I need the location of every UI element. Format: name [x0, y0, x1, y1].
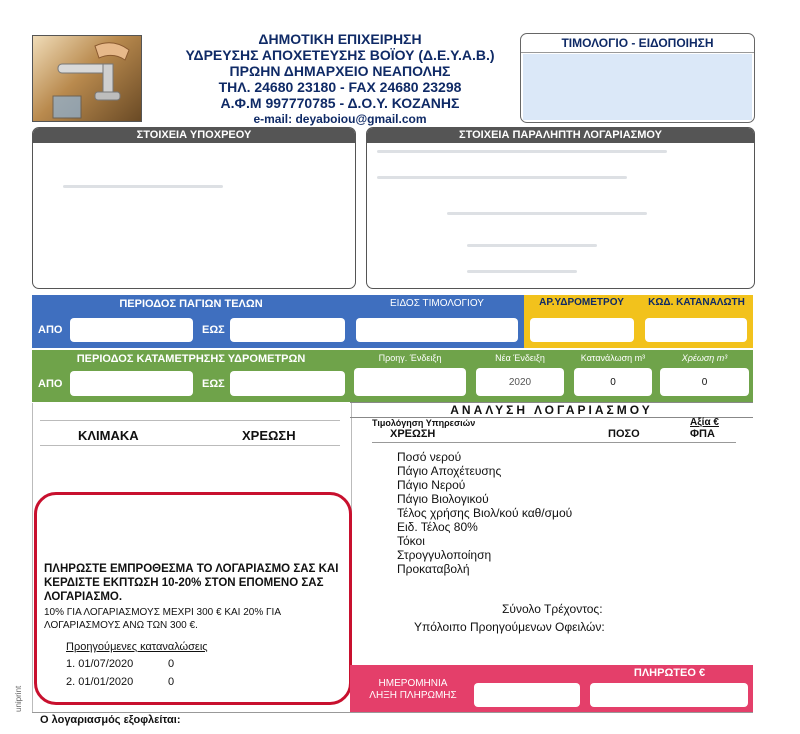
water-tap-icon [33, 36, 141, 121]
payable-field [590, 683, 748, 707]
due-date-line-2: ΛΗΞΗ ΠΛΗΡΩΜΗΣ [369, 690, 457, 701]
current-total-label: Σύνολο Τρέχοντος: [502, 602, 603, 616]
prev-reading-field [354, 368, 466, 396]
fixed-from-label: ΑΠΟ [38, 324, 63, 336]
consumer-code-field [645, 318, 747, 342]
analysis-item: Πάγιο Βιολογικού [397, 492, 489, 506]
document-type-title: ΤΙΜΟΛΟΓΙΟ - ΕΙΔΟΠΟΙΗΣΗ [521, 34, 754, 53]
analysis-item: Πάγιο Νερού [397, 478, 466, 492]
prev-consumption-row [66, 676, 175, 688]
new-reading-label: Νέα Ένδειξη [495, 353, 545, 363]
org-line-5: Α.Φ.Μ 997770785 - Δ.Ο.Υ. ΚΟΖΑΝΗΣ [220, 95, 460, 111]
prev-reading-label: Προηγ. Ένδειξη [378, 353, 442, 363]
prev-consumption-value: 0 [168, 658, 175, 670]
prev-consumption-value: 0 [168, 676, 175, 688]
invoice-type-field [356, 318, 518, 342]
due-date-field [474, 683, 580, 707]
charge-m3-label: Χρέωση m³ [681, 353, 728, 363]
org-line-4: ΤΗΛ. 24680 23180 - FAX 24680 23298 [218, 79, 462, 95]
analysis-title: ΑΝΑΛΥΣΗ ΛΟΓΑΡΙΑΣΜΟΥ [350, 402, 753, 418]
fixed-period-title: ΠΕΡΙΟΔΟΣ ΠΑΓΙΩΝ ΤΕΛΩΝ [119, 298, 263, 310]
scale-charge-label: ΧΡΕΩΣΗ [242, 428, 296, 443]
promo-headline: ΠΛΗΡΩΣΤΕ ΕΜΠΡΟΘΕΣΜΑ ΤΟ ΛΟΓΑΡΙΑΣΜΟ ΣΑΣ ΚΑΙ ΚΕΡΔΙΣΤΕ ΕΚΠΤΩΣΗ 10-20% ΣΤΟΝ ΕΠΟΜΕΝΟ ΣΑΣ ΛΟΓΑΡΙΑΣΜΟ. [44, 563, 339, 603]
charge-header: ΧΡΕΩΣΗ [390, 428, 436, 440]
prev-consumption-date: 1. 01/07/2020 [66, 658, 134, 670]
analysis-item: Τέλος χρήσης Βιολ/κού καθ/σμού [397, 506, 573, 520]
meter-to-field [230, 371, 345, 396]
analysis-item: Τόκοι [397, 534, 425, 548]
consumer-code-label: ΚΩΔ. ΚΑΤΑΝΑΛΩΤΗ [648, 297, 745, 308]
fixed-to-field [230, 318, 345, 342]
promo-detail: 10% ΓΙΑ ΛΟΓΑΡΙΑΣΜΟΥΣ ΜΕΧΡΙ 300 € ΚΑΙ 20% ΓΙΑ ΛΟΓΑΡΙΑΣΜΟΥΣ ΑΝΩ ΤΩΝ 300 €. [44, 607, 281, 631]
scale-column-label: ΚΛΙΜΑΚΑ [78, 428, 139, 443]
scale-header-underline [40, 445, 340, 446]
charge-m3-value: 0 [701, 377, 708, 388]
document-number-area [523, 54, 752, 120]
services-label: Τιμολόγηση Υπηρεσιών [372, 418, 476, 428]
meter-no-label: ΑΡ.ΥΔΡΟΜΕΤΡΟΥ [539, 297, 624, 308]
fixed-to-label: ΕΩΣ [202, 324, 225, 336]
analysis-item: Πάγιο Αποχέτευσης [397, 464, 502, 478]
organization-header [140, 31, 540, 127]
debtor-box [32, 127, 356, 289]
payable-label: ΠΛΗΡΩΤΕΟ € [633, 667, 706, 679]
meter-from-field [70, 371, 193, 396]
new-reading-value: 2020 [508, 377, 532, 388]
org-email: e-mail: deyaboiou@gmail.com [253, 112, 427, 126]
logo-photo [32, 35, 142, 122]
analysis-item: Προκαταβολή [397, 562, 470, 576]
org-line-1: ΔΗΜΟΤΙΚΗ ΕΠΙΧΕΙΡΗΣΗ [258, 31, 422, 47]
analysis-item: Ειδ. Τέλος 80% [397, 520, 478, 534]
charge-m3-field [660, 368, 749, 396]
consumption-value: 0 [610, 377, 616, 388]
vat-header: ΦΠΑ [690, 428, 715, 440]
due-date-label [352, 678, 474, 702]
fixed-from-field [70, 318, 193, 342]
consumption-label: Κατανάλωση m³ [580, 353, 646, 363]
document-type-box [520, 33, 755, 123]
meter-to-label: ΕΩΣ [202, 378, 225, 390]
invoice-type-label: ΕΙΔΟΣ ΤΙΜΟΛΟΓΙΟΥ [390, 298, 484, 309]
org-line-3: ΠΡΩΗΝ ΔΗΜΑΡΧΕΙΟ ΝΕΑΠΟΛΗΣ [229, 63, 451, 79]
recipient-box [366, 127, 755, 289]
meter-no-field [530, 318, 634, 342]
prev-consumptions-title: Προηγούμενες καταναλώσεις [66, 641, 208, 653]
amount-header: ΠΟΣΟ [608, 428, 640, 440]
due-date-line-1: ΗΜΕΡΟΜΗΝΙΑ [378, 678, 448, 689]
recipient-title: ΣΤΟΙΧΕΙΑ ΠΑΡΑΛΗΠΤΗ ΛΟΓΑΡΙΑΣΜΟΥ [367, 128, 754, 143]
analysis-item: Ποσό νερού [397, 450, 462, 464]
new-reading-field [476, 368, 564, 396]
prev-consumption-date: 2. 01/01/2020 [66, 676, 134, 688]
bottom-rule [32, 712, 753, 713]
org-line-2: ΥΔΡΕΥΣΗΣ ΑΠΟΧΕΤΕΥΣΗΣ ΒΟΪΟΥ (Δ.Ε.Υ.Α.Β.) [185, 47, 495, 63]
printer-mark: uniprint [14, 685, 23, 712]
prev-consumption-row [66, 658, 175, 670]
scale-header-line [40, 420, 340, 421]
previous-debts-label: Υπόλοιπο Προηγούμενων Οφειλών: [414, 620, 605, 634]
analysis-header-line [372, 442, 736, 443]
paid-note: Ο λογαριασμός εξοφλείται: [40, 714, 181, 726]
analysis-item: Στρογγυλοποίηση [397, 548, 492, 562]
value-header: Αξία € [690, 417, 719, 428]
debtor-title: ΣΤΟΙΧΕΙΑ ΥΠΟΧΡΕΟΥ [33, 128, 355, 143]
consumption-field [574, 368, 652, 396]
meter-period-title: ΠΕΡΙΟΔΟΣ ΚΑΤΑΜΕΤΡΗΣΗΣ ΥΔΡΟΜΕΤΡΩΝ [76, 353, 306, 365]
meter-from-label: ΑΠΟ [38, 378, 63, 390]
